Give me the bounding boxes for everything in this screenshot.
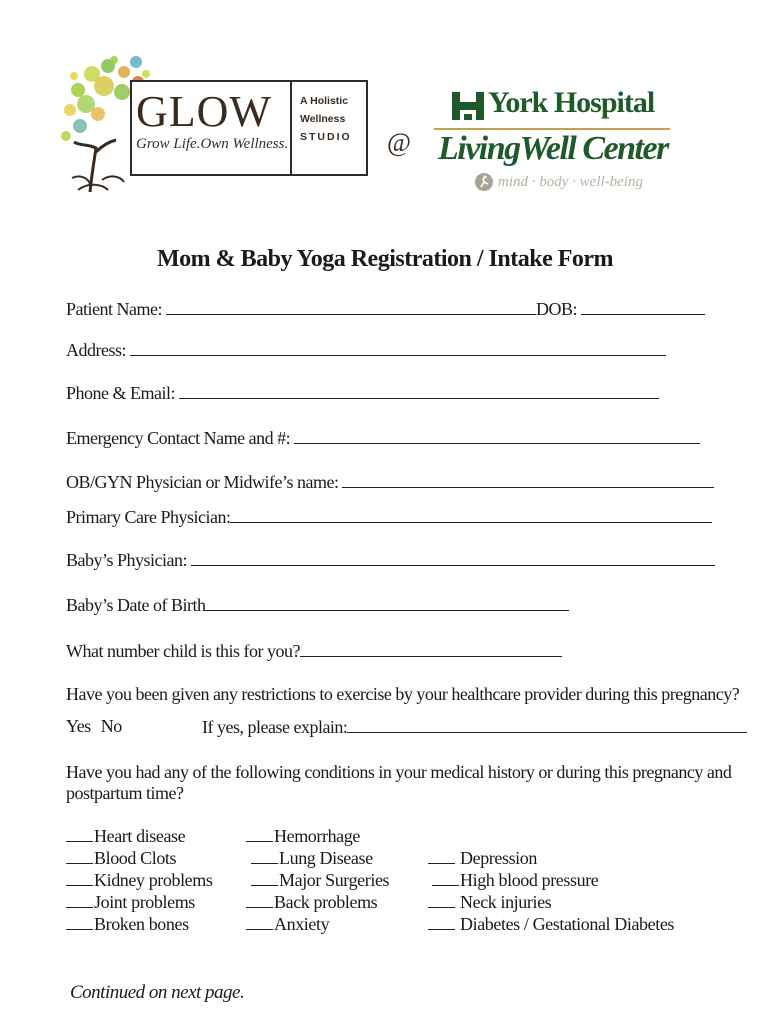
condition-checkbox[interactable] (66, 892, 93, 908)
glow-side-line-1: A Holistic (300, 95, 349, 107)
condition-label: Anxiety (274, 914, 330, 934)
baby-physician-row (66, 549, 715, 571)
condition-item[interactable] (428, 892, 551, 913)
baby-dob-row (66, 594, 569, 616)
baby-dob-field[interactable] (205, 594, 569, 611)
address-label: Address: (66, 340, 126, 360)
condition-item[interactable] (66, 892, 195, 913)
obgyn-label: OB/GYN Physician or Midwife’s name: (66, 472, 339, 492)
patient-name-row (66, 298, 705, 320)
condition-label: Back problems (274, 892, 378, 912)
no-option[interactable]: No (100, 716, 122, 736)
glow-side-line-3: STUDIO (300, 131, 352, 143)
condition-item[interactable] (66, 870, 212, 891)
glow-logo-tagline: Grow Life.Own Wellness. (136, 136, 289, 152)
restrictions-explain-label: If yes, please explain: (202, 717, 348, 737)
obgyn-field[interactable] (342, 471, 714, 488)
dob-field[interactable] (581, 298, 705, 315)
at-symbol: @ (387, 128, 411, 157)
condition-label: High blood pressure (460, 870, 599, 890)
condition-item[interactable] (66, 848, 176, 869)
condition-checkbox[interactable] (251, 848, 278, 864)
baby-physician-label: Baby’s Physician: (66, 550, 187, 570)
condition-checkbox[interactable] (66, 826, 93, 842)
restrictions-question: Have you been given any restrictions to exercise by your healthcare provider during this pregnancy? (66, 684, 740, 704)
conditions-question-line-1: Have you had any of the following conditions in your medical history or during this pregnancy and (66, 762, 732, 782)
condition-checkbox[interactable] (251, 870, 278, 886)
phone-email-label: Phone & Email: (66, 383, 175, 403)
condition-label: Major Surgeries (279, 870, 390, 890)
address-field[interactable] (130, 339, 666, 356)
condition-label: Blood Clots (94, 848, 177, 868)
glow-logo-side (290, 82, 366, 174)
child-number-row (66, 640, 562, 662)
condition-label: Kidney problems (94, 870, 213, 890)
livingwell-center-name: LivingWell Center (438, 130, 668, 167)
runner-icon (474, 172, 494, 192)
condition-label: Heart disease (94, 826, 186, 846)
condition-checkbox[interactable] (246, 892, 273, 908)
condition-item[interactable] (66, 826, 185, 847)
condition-item[interactable] (246, 826, 360, 847)
glow-side-line-2: Wellness (300, 113, 346, 125)
condition-checkbox[interactable] (428, 892, 455, 908)
phone-email-row (66, 382, 659, 404)
patient-name-field[interactable] (166, 298, 536, 315)
baby-physician-field[interactable] (191, 549, 715, 566)
continued-note: Continued on next page. (70, 982, 245, 1003)
york-hospital-name: York Hospital (488, 86, 655, 119)
condition-item[interactable] (428, 914, 674, 935)
baby-dob-label: Baby’s Date of Birth (66, 595, 206, 615)
conditions-question-line-2: postpartum time? (66, 783, 184, 803)
condition-label: Joint problems (94, 892, 195, 912)
condition-item[interactable] (246, 914, 329, 935)
condition-label: Hemorrhage (274, 826, 360, 846)
phone-email-field[interactable] (179, 382, 659, 399)
condition-checkbox[interactable] (66, 914, 93, 930)
condition-checkbox[interactable] (66, 870, 93, 886)
restrictions-explain-row (202, 716, 747, 738)
form-title: Mom & Baby Yoga Registration / Intake Form (156, 246, 614, 272)
emergency-contact-row (66, 427, 700, 449)
emergency-contact-label: Emergency Contact Name and #: (66, 428, 291, 448)
livingwell-tagline: mind · body · well-being (498, 174, 643, 190)
condition-checkbox[interactable] (246, 914, 273, 930)
primary-care-field[interactable] (230, 506, 712, 523)
address-row (66, 339, 666, 361)
primary-care-label: Primary Care Physician: (66, 507, 231, 527)
condition-label: Diabetes / Gestational Diabetes (460, 914, 675, 934)
condition-checkbox[interactable] (246, 826, 273, 842)
condition-checkbox[interactable] (66, 848, 93, 864)
glow-logo-box (130, 80, 368, 176)
condition-label: Depression (460, 848, 537, 868)
glow-logo-name: GLOW (136, 87, 272, 136)
condition-label: Neck injuries (460, 892, 552, 912)
child-number-label: What number child is this for you? (66, 641, 300, 661)
patient-name-label: Patient Name: (66, 299, 162, 319)
yes-option[interactable]: Yes (66, 716, 91, 736)
condition-item[interactable] (246, 892, 377, 913)
condition-checkbox[interactable] (432, 870, 459, 886)
condition-label: Broken bones (94, 914, 189, 934)
condition-item[interactable] (251, 870, 389, 891)
condition-checkbox[interactable] (428, 914, 455, 930)
condition-item[interactable] (251, 848, 373, 869)
primary-care-row (66, 506, 712, 528)
condition-item[interactable] (432, 870, 598, 891)
condition-item[interactable] (66, 914, 189, 935)
obgyn-row (66, 471, 714, 493)
restrictions-answer-row (66, 716, 122, 737)
restrictions-explain-field[interactable] (347, 716, 747, 733)
emergency-contact-field[interactable] (294, 427, 700, 444)
condition-label: Lung Disease (279, 848, 373, 868)
condition-item[interactable] (428, 848, 537, 869)
dob-label: DOB: (535, 299, 577, 319)
york-emblem-icon (450, 88, 486, 124)
condition-checkbox[interactable] (428, 848, 455, 864)
child-number-field[interactable] (300, 640, 562, 657)
